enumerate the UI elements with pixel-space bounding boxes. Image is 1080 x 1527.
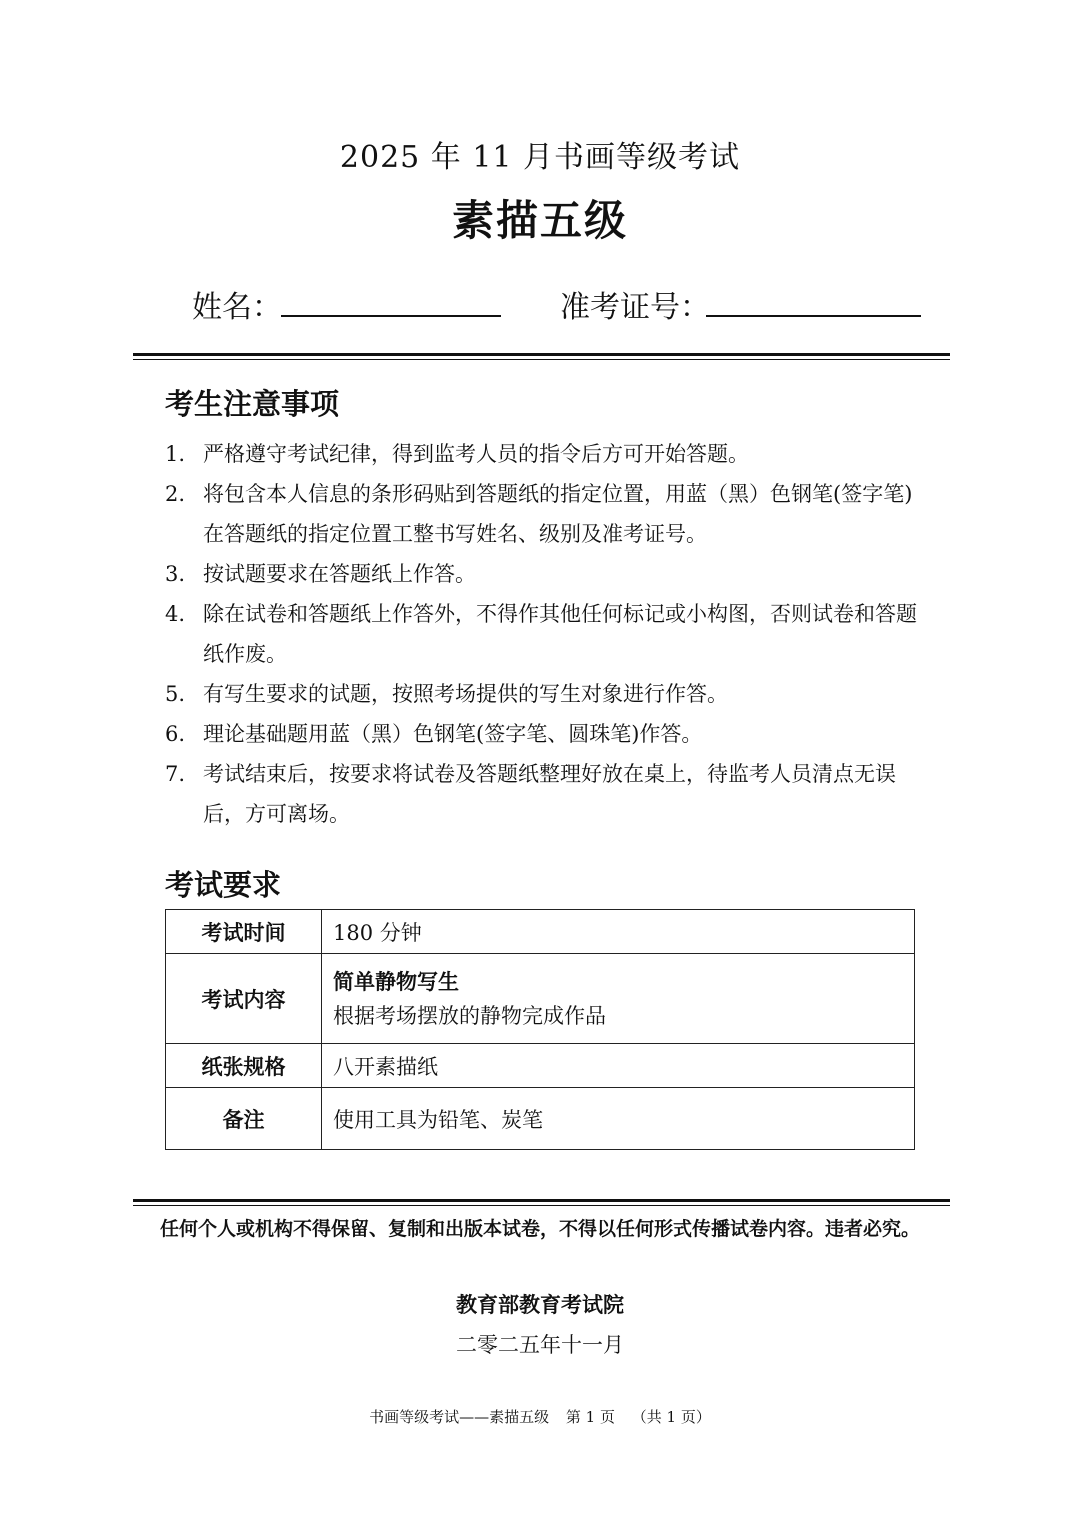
notice-number: 3.: [165, 562, 186, 586]
notice-item: [165, 434, 925, 474]
notice-text: 除在试卷和答题纸上作答外，不得作其他任何标记或小构图，否则试卷和答题纸作废。: [203, 602, 917, 666]
candidate-fields: [0, 282, 1080, 325]
notice-text: 严格遵守考试纪律，得到监考人员的指令后方可开始答题。: [203, 442, 749, 466]
table-row-content: [166, 954, 915, 1044]
paper-label: 纸张规格: [166, 1044, 322, 1088]
paper-value: 八开素描纸: [322, 1044, 915, 1088]
notice-number: 4.: [165, 602, 186, 626]
footer-total-pages: （共 1 页）: [631, 1408, 711, 1426]
notice-number: 2.: [165, 482, 186, 506]
note-label: 备注: [166, 1088, 322, 1150]
notice-item: [165, 754, 925, 834]
time-value: 180 分钟: [322, 910, 915, 954]
exam-title: 2025 年 11 月书画等级考试: [339, 140, 741, 175]
copyright-notice: 任何个人或机构不得保留、复制和出版本试卷，不得以任何形式传播试卷内容。违者必究。: [159, 1218, 920, 1240]
notice-item: [165, 554, 925, 594]
footer-exam-name: 书画等级考试——素描五级: [369, 1408, 550, 1426]
requirements-table: [165, 909, 915, 1150]
content-title: 简单静物写生: [333, 968, 459, 994]
page-footer: [0, 1406, 1080, 1427]
content-cell: [322, 954, 915, 1044]
notice-text: 理论基础题用蓝（黑）色钢笔(签字笔、圆珠笔)作答。: [203, 722, 703, 746]
issuer: 教育部教育考试院: [456, 1292, 624, 1317]
notice-item: [165, 674, 925, 714]
notice-text: 将包含本人信息的条形码贴到答题纸的指定位置，用蓝（黑）色钢笔(签字笔)在答题纸的指定位置工整书写姓名、级别及准考证号。: [203, 482, 913, 546]
notice-number: 6.: [165, 722, 186, 746]
table-row-note: [166, 1088, 915, 1150]
notice-text: 有写生要求的试题，按照考场提供的写生对象进行作答。: [203, 682, 728, 706]
top-divider: [133, 353, 950, 360]
notice-number: 5.: [165, 682, 186, 706]
notice-item: [165, 714, 925, 754]
notice-item: [165, 594, 925, 674]
level-title: 素描五级: [451, 196, 628, 245]
issue-date: 二零二五年十一月: [456, 1333, 624, 1357]
note-value: 使用工具为铅笔、炭笔: [322, 1088, 915, 1150]
time-label: 考试时间: [166, 910, 322, 954]
bottom-divider: [133, 1199, 950, 1206]
table-row-paper: [166, 1044, 915, 1088]
notice-list: [165, 434, 925, 834]
requirements-heading: 考试要求: [165, 868, 282, 902]
notice-text: 考试结束后，按要求将试卷及答题纸整理好放在桌上，待监考人员清点无误后，方可离场。: [203, 762, 896, 826]
notice-heading: 考生注意事项: [165, 387, 340, 421]
ticket-number-label: 准考证号：: [560, 290, 710, 325]
content-description: 根据考场摆放的静物完成作品: [333, 1003, 606, 1028]
name-label: 姓名：: [192, 290, 282, 325]
ticket-number-blank-line: [706, 315, 921, 317]
table-row-time: [166, 910, 915, 954]
footer-page-number: 第 1 页: [565, 1408, 615, 1426]
notice-text: 按试题要求在答题纸上作答。: [203, 562, 476, 586]
name-blank-line: [281, 315, 501, 317]
notice-item: [165, 474, 925, 554]
notice-number: 1.: [165, 442, 186, 466]
content-label: 考试内容: [166, 954, 322, 1044]
notice-number: 7.: [165, 762, 186, 786]
